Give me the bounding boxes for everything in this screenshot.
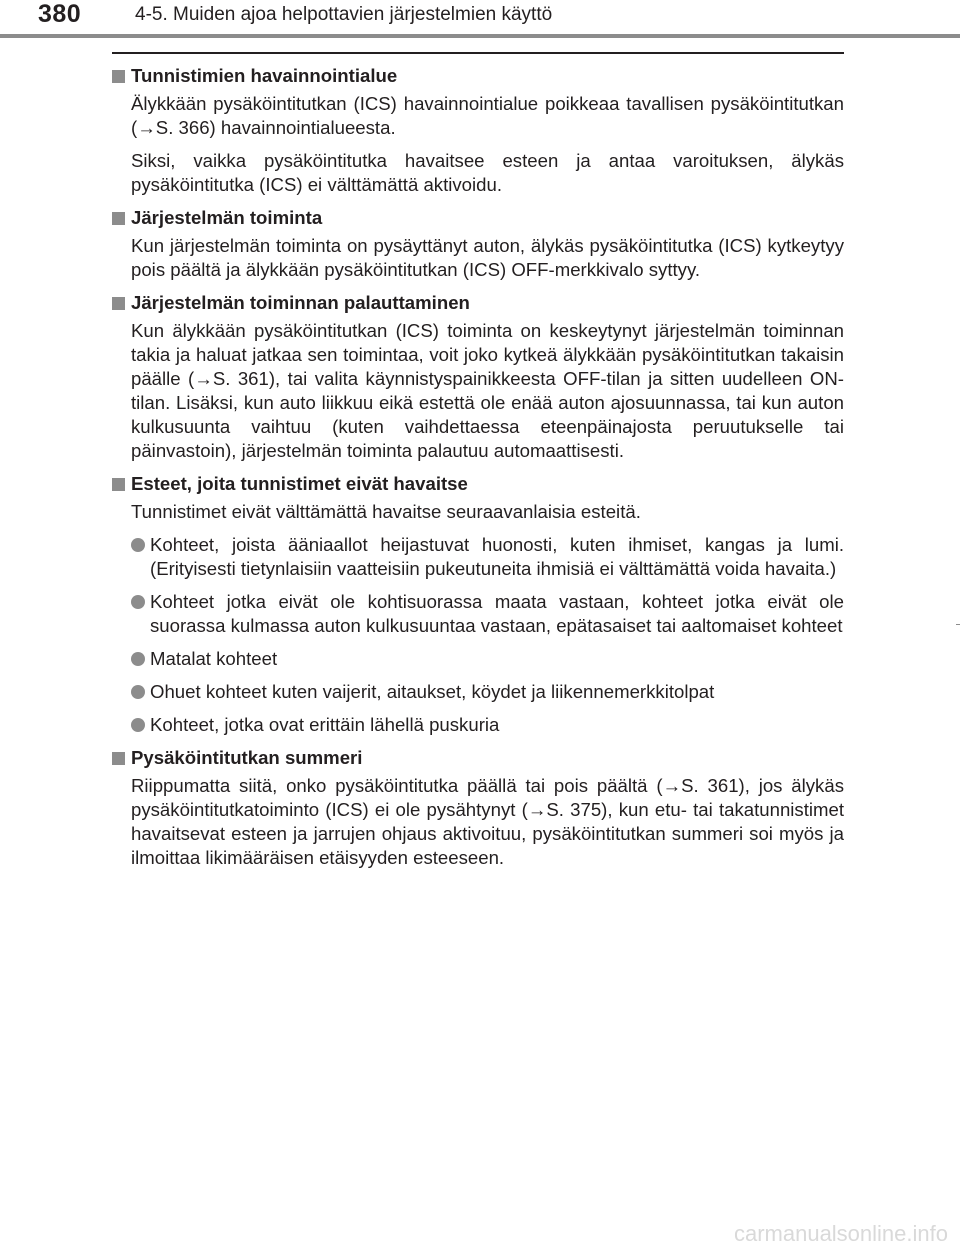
circle-bullet-icon [131, 652, 145, 666]
list-item [131, 680, 844, 704]
section-heading [112, 746, 844, 770]
list-item [131, 647, 844, 671]
paragraph: Riippumatta siitä, onko pysäköintitutka päällä tai pois päältä (→S. 361), jos älykäs pysäköintitutkatoiminto (ICS) ei ole pysähtynyt (→S. 375), kun etu- tai takatunnistimet havaitsevat esteen ja jarrujen ohjaus aktivoituu, pysäköintitutkan summeri soi myös ja ilmoittaa likimääräisen etäisyyden esteeseen. [131, 775, 844, 868]
list-item-text: Ohuet kohteet kuten vaijerit, aitaukset, köydet ja liikennemerkkitolpat [150, 681, 715, 702]
list-item [131, 533, 844, 581]
section-heading-text: Pysäköintitutkan summeri [131, 747, 363, 768]
circle-bullet-icon [131, 718, 145, 732]
paragraph: Kun järjestelmän toiminta on pysäyttänyt auton, älykäs pysäköintitutka (ICS) kytkeytyy pois päältä ja älykkään pysäköintitutkan (ICS) OFF-merkkivalo syttyy. [131, 235, 844, 280]
section-heading [112, 472, 844, 496]
square-bullet-icon [112, 478, 125, 491]
list-item [131, 590, 844, 638]
page-number: 380 [38, 0, 82, 28]
section-heading [112, 291, 844, 315]
list-item [131, 713, 844, 737]
section-heading-text: Järjestelmän toiminta [131, 207, 323, 228]
section-heading-text: Järjestelmän toiminnan palauttaminen [131, 292, 470, 313]
square-bullet-icon [112, 297, 125, 310]
chapter-title: 4-5. Muiden ajoa helpottavien järjestelmien käyttö [135, 4, 553, 25]
section-heading [112, 206, 844, 230]
side-tab-marker [956, 624, 960, 625]
watermark: carmanualsonline.info [733, 1221, 948, 1246]
circle-bullet-icon [131, 595, 145, 609]
header-rule [0, 34, 960, 38]
section-heading-text: Esteet, joita tunnistimet eivät havaitse [131, 473, 468, 494]
list-item-text: Kohteet jotka eivät ole kohtisuorassa maata vastaan, kohteet jotka eivät ole suorassa kulmassa auton kulkusuuntaa vastaan, epätasaiset tai aaltomaiset kohteet [150, 591, 844, 636]
square-bullet-icon [112, 212, 125, 225]
page-header [0, 0, 960, 34]
list-item-text: Matalat kohteet [150, 648, 278, 669]
paragraph: Tunnistimet eivät välttämättä havaitse seuraavanlaisia esteitä. [131, 501, 641, 522]
circle-bullet-icon [131, 685, 145, 699]
paragraph: Älykkään pysäköintitutkan (ICS) havainnointialue poikkeaa tavallisen pysäköintitutkan (→S. 366) havainnointialueesta. [131, 93, 844, 138]
square-bullet-icon [112, 752, 125, 765]
manual-content [112, 64, 844, 879]
square-bullet-icon [112, 70, 125, 83]
list-item-text: Kohteet, joista ääniaallot heijastuvat huonosti, kuten ihmiset, kangas ja lumi. (Erityisesti tietynlaisiin vaatteisiin pukeutuneita ihmisiä ei välttämättä voida havaita.) [150, 534, 844, 579]
section-heading-text: Tunnistimien havainnointialue [131, 65, 398, 86]
paragraph: Siksi, vaikka pysäköintitutka havaitsee esteen ja antaa varoituksen, älykäs pysäköintitutka (ICS) ei välttämättä aktivoidu. [131, 150, 844, 195]
content-top-rule [112, 52, 844, 54]
section-heading [112, 64, 844, 88]
paragraph: Kun älykkään pysäköintitutkan (ICS) toiminta on keskeytynyt järjestelmän toiminnan takia ja haluat jatkaa sen toimintaa, voit joko kytkeä älykkään pysäköintitutkan takaisin päälle (→S. 361), tai valita käynnistyspainikkeesta OFF-tilan ja sitten uudelleen ON-tilan. Lisäksi, kun auto liikkuu eikä estettä ole enää auton ajosuunnassa, tai kun auton kulkusuunta vaihtuu (kuten vaihdettaessa eteenpäinajosta peruutukselle tai päinvastoin), järjestelmän toiminta palautuu automaattisesti. [131, 320, 844, 461]
list-item-text: Kohteet, jotka ovat erittäin lähellä puskuria [150, 714, 500, 735]
circle-bullet-icon [131, 538, 145, 552]
